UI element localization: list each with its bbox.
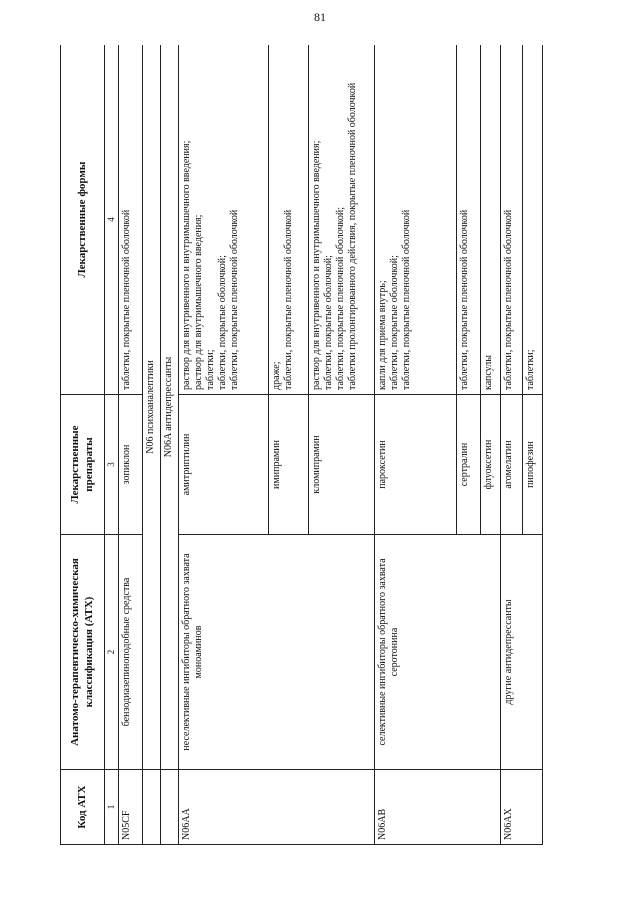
table-row (178, 45, 268, 845)
drug-forms: таблетки; (522, 45, 542, 395)
atc-code: N05CF (118, 770, 142, 845)
section-row (160, 45, 178, 845)
drug-forms: таблетки, покрытые пленочной оболочкой (118, 45, 142, 395)
drug-forms: раствор для внутривенного и внутримышечного введения; таблетки, покрытые оболочкой; таблетки, покрытые пленочной оболочкой; таблетки пролонгированного действия, покрытые пленочной оболочкой (308, 45, 374, 395)
atc-class: бензодиазепиноподобные средства (118, 535, 142, 770)
drug-name: пароксетин (374, 395, 456, 535)
col-number: 4 (105, 45, 119, 395)
drug-forms: капли для приема внутрь; таблетки, покрытые оболочкой; таблетки, покрытые пленочной оболочкой (374, 45, 456, 395)
table-row (118, 45, 142, 845)
section-title: N06A антидепрессанты (160, 45, 178, 770)
col-number: 2 (105, 535, 119, 770)
drug-forms: драже; таблетки, покрытые пленочной оболочкой (268, 45, 308, 395)
atc-code: N06AB (374, 770, 500, 845)
header-forms: Лекарственные формы (61, 45, 105, 395)
header-drugs: Лекарственные препараты (61, 395, 105, 535)
drug-forms: капсулы (480, 45, 500, 395)
atc-code: N06AX (500, 770, 542, 845)
drug-name: пипофезин (522, 395, 542, 535)
header-row (61, 45, 105, 845)
table-row (500, 45, 522, 845)
header-classification: Анатомо-терапевтическо-химическая классификация (АТХ) (61, 535, 105, 770)
col-number: 1 (105, 770, 119, 845)
atc-class: селективные ингибиторы обратного захвата серотонина (374, 535, 500, 770)
drug-forms: таблетки, покрытые пленочной оболочкой (456, 45, 480, 395)
drug-name: кломипрамин (308, 395, 374, 535)
col-number: 3 (105, 395, 119, 535)
atc-class: другие антидепрессанты (500, 535, 542, 770)
drug-name: амитриптилин (178, 395, 268, 535)
column-number-row (105, 45, 119, 845)
rotated-table-wrapper (60, 45, 570, 845)
table-row (374, 45, 456, 845)
atc-class: неселективные ингибиторы обратного захвата моноаминов (178, 535, 374, 770)
atc-code: N06AA (178, 770, 374, 845)
rotated-page (60, 45, 570, 845)
drug-forms: раствор для внутривенного и внутримышечного введения; раствор для внутримышечного введения; таблетки; таблетки, покрытые оболочкой; таблетки, покрытые пленочной оболочкой (178, 45, 268, 395)
header-code: Код АТХ (61, 770, 105, 845)
drug-name: зопиклон (118, 395, 142, 535)
drug-name: флуоксетин (480, 395, 500, 535)
section-row (142, 45, 160, 845)
section-title: N06 психоаналептики (142, 45, 160, 770)
drug-forms: таблетки, покрытые пленочной оболочкой (500, 45, 522, 395)
page-number: 81 (314, 10, 326, 24)
drug-name: имипрамин (268, 395, 308, 535)
drug-name: агомелатин (500, 395, 522, 535)
drug-table (60, 45, 543, 845)
drug-name: сертралин (456, 395, 480, 535)
